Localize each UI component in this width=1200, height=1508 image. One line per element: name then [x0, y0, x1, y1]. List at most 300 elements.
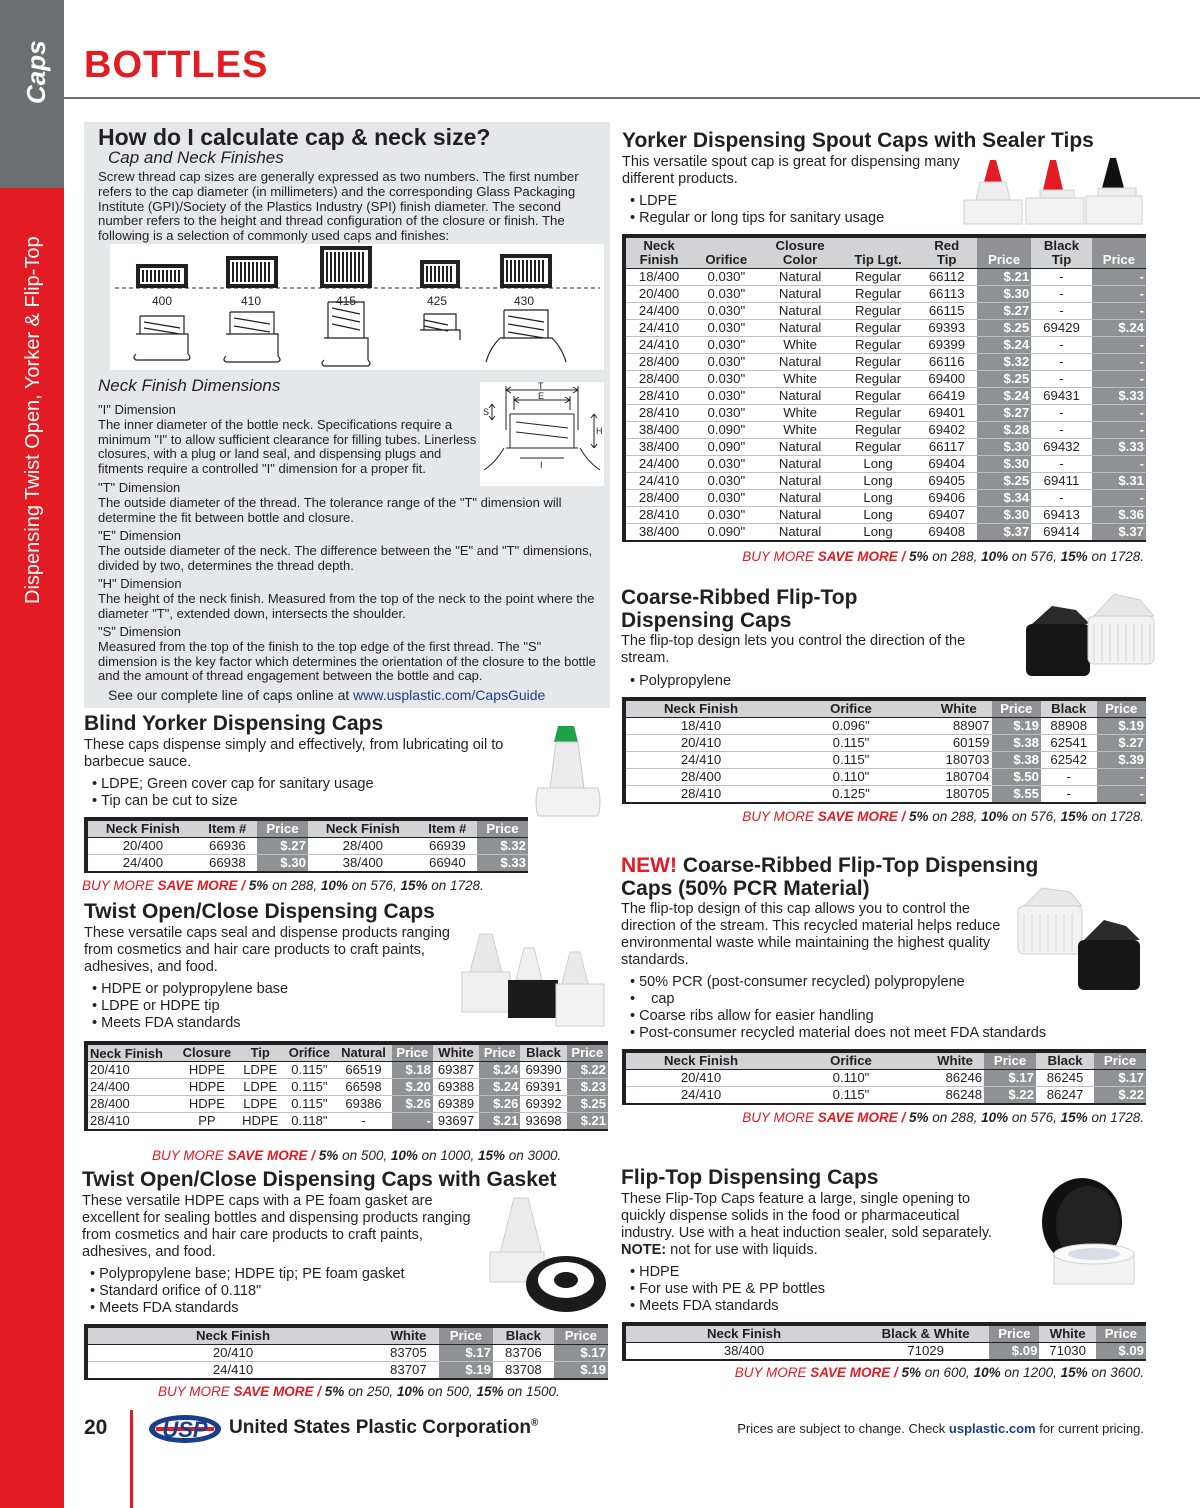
col-header: White	[926, 1051, 984, 1070]
cell: 0.030"	[692, 473, 760, 490]
cell: 0.115"	[283, 1079, 335, 1096]
cell: 24/410	[626, 1087, 776, 1105]
dim-i	[98, 403, 482, 477]
price-cell: $.19	[992, 718, 1041, 735]
logo-text: USP	[162, 1417, 208, 1442]
price-cell: $.25	[567, 1096, 608, 1113]
price-cell: -	[1092, 371, 1146, 388]
cell: -	[335, 1113, 391, 1131]
table-row	[626, 490, 1146, 507]
col-header: Price	[439, 1326, 493, 1345]
price-cell: -	[1092, 405, 1146, 422]
cell: 69402	[916, 422, 977, 439]
cell: 20/400	[626, 286, 692, 303]
price-cell: $.30	[977, 286, 1031, 303]
fliptop-cap-image	[1032, 1170, 1144, 1299]
caps-guide-link[interactable]: www.usplastic.com/CapsGuide	[353, 687, 546, 703]
twist-bullet: • Meets FDA standards	[92, 1015, 288, 1032]
pcr-bullet: • Post-consumer recycled material does not meet FDA standards	[630, 1025, 1046, 1042]
cell: 86245	[1036, 1070, 1094, 1087]
price-cell: $.24	[977, 337, 1031, 354]
table-row	[626, 371, 1146, 388]
price-cell: $.09	[989, 1343, 1039, 1361]
cell: Natural	[760, 507, 839, 524]
col-header: Black	[520, 1043, 566, 1062]
col-header: Price	[554, 1326, 608, 1345]
cell: 0.030"	[692, 303, 760, 320]
sidebar-top-label: Caps	[21, 40, 51, 104]
col-header: Tip Lgt.	[840, 236, 917, 269]
page-number: 20	[84, 1416, 108, 1439]
price-cell: $.18	[392, 1062, 433, 1079]
cell: 83706	[493, 1345, 554, 1362]
fliptop-bullet: • Meets FDA standards	[630, 1298, 825, 1315]
cell: 0.030"	[692, 354, 760, 371]
cell: 28/410	[626, 507, 692, 524]
coarse-title-line2: Dispensing Caps	[621, 609, 792, 632]
dim-s	[98, 625, 604, 684]
fliptop-title: Flip-Top Dispensing Caps	[621, 1166, 879, 1189]
cell: Natural	[760, 524, 839, 542]
cell: Long	[840, 507, 917, 524]
cell: HDPE	[177, 1062, 237, 1079]
cell: Long	[840, 456, 917, 473]
col-header: Black	[493, 1326, 554, 1345]
col-header: Neck Finish	[626, 699, 776, 718]
price-cell: -	[1092, 422, 1146, 439]
footer-divider	[130, 1410, 133, 1508]
col-header: Black & White	[862, 1324, 989, 1343]
cell: -	[1031, 405, 1092, 422]
cell: Natural	[760, 473, 839, 490]
col-header: Natural	[335, 1043, 391, 1062]
col-header: Closure Color	[760, 236, 839, 269]
price-cell: $.17	[439, 1345, 493, 1362]
cell: -	[1031, 337, 1092, 354]
coarse-table	[622, 697, 1146, 804]
twist-desc: These versatile caps seal and dispense products ranging from cosmetics and hair care products to craft paints, adhesives, and food.	[84, 925, 450, 975]
col-header: Neck Finish	[308, 819, 418, 838]
cell: 69408	[916, 524, 977, 542]
blind-bullets	[92, 776, 374, 810]
cell: 69414	[1031, 524, 1092, 542]
price-cell: $.36	[1092, 507, 1146, 524]
col-header: Orifice	[283, 1043, 335, 1062]
pcr-title-line1: NEW! Coarse-Ribbed Flip-Top Dispensing	[621, 854, 1039, 877]
cell: 69392	[520, 1096, 566, 1113]
cell: Regular	[840, 354, 917, 371]
col-header: Item #	[418, 819, 477, 838]
cell: 20/410	[626, 735, 776, 752]
price-cell: -	[392, 1113, 433, 1131]
cell: Regular	[840, 303, 917, 320]
col-header: Red Tip	[916, 236, 977, 269]
gasket-bullet: • Polypropylene base; HDPE tip; PE foam gasket	[90, 1266, 405, 1283]
finish-label-430: 430	[514, 294, 535, 308]
cell: HDPE	[177, 1079, 237, 1096]
cell: 69401	[916, 405, 977, 422]
cell: -	[1031, 490, 1092, 507]
cell: -	[1031, 354, 1092, 371]
price-cell: -	[1092, 337, 1146, 354]
col-header: Price	[1092, 236, 1146, 269]
cell: 83705	[378, 1345, 439, 1362]
col-header: Black	[1036, 1051, 1094, 1070]
coarse-bullets	[630, 673, 731, 690]
table-row	[626, 718, 1146, 735]
col-header: Tip	[237, 1043, 283, 1062]
dim-t-text: The outside diameter of the thread. The tolerance range of the "T" dimension will determine the fit between bottle and closure.	[98, 494, 562, 525]
price-cell: $.19	[1097, 718, 1147, 735]
col-header: Neck Finish	[626, 236, 692, 269]
dim-t-heading: "T" Dimension	[98, 480, 181, 495]
table-row	[626, 473, 1146, 490]
cell: 38/400	[308, 855, 418, 873]
price-cell: $.26	[392, 1096, 433, 1113]
col-header: Orifice	[776, 699, 926, 718]
cell: Regular	[840, 320, 917, 337]
twist-buy-more: BUY MORE SAVE MORE / 5% on 500, 10% on 1000, 15% on 3000.	[152, 1148, 562, 1163]
calc-intro: Screw thread cap sizes are generally expressed as two numbers. The first number refers to the cap diameter (in millimeters) and the corresponding Glass Packaging Institute (GPI)/Society of the Plastics Industry (SPI) finish diameter. The second number refers to the height and thread configuration of the closure or finish. The following is a selection of commonly used caps and finishes:	[98, 169, 579, 244]
col-header: Neck Finish	[88, 1043, 177, 1062]
price-cell: -	[1097, 786, 1147, 804]
cell: 69399	[916, 337, 977, 354]
cell: 0.090"	[692, 422, 760, 439]
gasket-bullet: • Standard orifice of 0.118"	[90, 1283, 405, 1300]
cell: 28/400	[626, 769, 776, 786]
col-header: Price	[392, 1043, 433, 1062]
table-row	[88, 1079, 608, 1096]
cell: PP	[177, 1113, 237, 1131]
price-cell: $.21	[479, 1113, 520, 1131]
yorker-bullets	[630, 193, 884, 227]
cell: Regular	[840, 405, 917, 422]
table-row	[626, 422, 1146, 439]
col-header: Neck Finish	[88, 1326, 378, 1345]
cell: LDPE	[237, 1079, 283, 1096]
dim-e-text: The outside diameter of the neck. The difference between the "E" and "T" dimensions, divided by two, determines the thread depth.	[98, 542, 593, 573]
col-header: Orifice	[692, 236, 760, 269]
blind-table	[84, 817, 528, 873]
caps-guide-text: See our complete line of caps online at	[108, 687, 354, 703]
cell: 0.090"	[692, 439, 760, 456]
sidebar	[0, 0, 64, 1508]
company-name: United States Plastic Corporation®	[229, 1417, 539, 1438]
col-header: Black Tip	[1031, 236, 1092, 269]
blind-bullet: • LDPE; Green cover cap for sanitary usage	[92, 776, 374, 793]
price-cell: -	[1092, 456, 1146, 473]
cell: 0.115"	[283, 1096, 335, 1113]
cell: 0.118"	[283, 1113, 335, 1131]
price-cell: $.30	[977, 456, 1031, 473]
cell: Natural	[760, 388, 839, 405]
cell: 180704	[926, 769, 992, 786]
price-cell: $.24	[479, 1079, 520, 1096]
finish-430-icon	[500, 254, 552, 288]
cell: 24/410	[626, 752, 776, 769]
cell: Natural	[760, 354, 839, 371]
col-header: Price	[984, 1051, 1036, 1070]
cell: 28/400	[626, 490, 692, 507]
table-row	[88, 1062, 608, 1079]
cell: White	[760, 337, 839, 354]
cell: Regular	[840, 422, 917, 439]
dim-s-heading: "S" Dimension	[98, 624, 181, 639]
price-cell: $.22	[984, 1087, 1036, 1105]
gasket-cap-image	[484, 1192, 608, 1321]
cell: 66938	[198, 855, 257, 873]
cell: Natural	[760, 269, 839, 286]
col-header: White	[378, 1326, 439, 1345]
price-cell: $.37	[977, 524, 1031, 542]
price-cell: $.27	[257, 838, 308, 855]
coarse-buy-more: BUY MORE SAVE MORE / 5% on 288, 10% on 576, 15% on 1728.	[742, 809, 1144, 824]
table-row	[626, 405, 1146, 422]
header-divider	[64, 97, 1200, 99]
dim-title: Neck Finish Dimensions	[98, 376, 281, 395]
cell: Natural	[760, 456, 839, 473]
coarse-desc: The flip-top design lets you control the direction of the stream.	[621, 633, 966, 666]
cell: 24/410	[626, 337, 692, 354]
cell: 66939	[418, 838, 477, 855]
cell: 0.030"	[692, 337, 760, 354]
cell: 60159	[926, 735, 992, 752]
blind-desc: These caps dispense simply and effectively, from lubricating oil to barbecue sauce.	[84, 737, 504, 770]
cell: 69407	[916, 507, 977, 524]
cell: 0.125"	[776, 786, 926, 804]
table-row	[626, 507, 1146, 524]
price-cell: $.31	[1092, 473, 1146, 490]
gasket-bullet: • Meets FDA standards	[90, 1300, 405, 1317]
table-row	[626, 769, 1146, 786]
cell: 20/400	[88, 838, 198, 855]
calc-title: How do I calculate cap & neck size?	[98, 124, 491, 150]
table-row	[88, 855, 528, 873]
cell: 0.030"	[692, 456, 760, 473]
cell: HDPE	[177, 1096, 237, 1113]
cell: 66598	[335, 1079, 391, 1096]
col-header: White	[1039, 1324, 1095, 1343]
cell: Regular	[840, 337, 917, 354]
price-cell: $.25	[977, 473, 1031, 490]
price-cell: $.24	[977, 388, 1031, 405]
price-cell: $.22	[567, 1062, 608, 1079]
pricing-note: Prices are subject to change. Check usplastic.com for current pricing.	[737, 1421, 1144, 1436]
price-cell: $.39	[1097, 752, 1147, 769]
cell: Natural	[760, 286, 839, 303]
col-header: Neck Finish	[626, 1051, 776, 1070]
cell: 69391	[520, 1079, 566, 1096]
cell: 0.030"	[692, 371, 760, 388]
cell: Natural	[760, 320, 839, 337]
dim-i-heading: "I" Dimension	[98, 402, 176, 417]
price-cell: $.27	[977, 405, 1031, 422]
table-row	[626, 303, 1146, 320]
dim-t	[98, 481, 604, 525]
cell: 24/400	[88, 1079, 177, 1096]
col-header: Price	[977, 236, 1031, 269]
dim-label-i: I	[540, 460, 543, 470]
fliptop-buy-more: BUY MORE SAVE MORE / 5% on 600, 10% on 1200, 15% on 3600.	[734, 1365, 1144, 1380]
table-row	[626, 286, 1146, 303]
coarse-bullet: • Polypropylene	[630, 673, 731, 690]
cell: 18/410	[626, 718, 776, 735]
price-cell: $.28	[977, 422, 1031, 439]
cell: 62542	[1041, 752, 1097, 769]
price-cell: $.25	[977, 371, 1031, 388]
cell: 62541	[1041, 735, 1097, 752]
cell: 69432	[1031, 439, 1092, 456]
cell: 66419	[916, 388, 977, 405]
cell: 0.115"	[776, 1087, 926, 1105]
cell: 0.110"	[776, 1070, 926, 1087]
cell: 93697	[433, 1113, 479, 1131]
cell: 24/400	[626, 456, 692, 473]
cell: 66936	[198, 838, 257, 855]
price-cell: $.24	[1092, 320, 1146, 337]
calc-subtitle: Cap and Neck Finishes	[108, 148, 284, 167]
usplastic-link[interactable]: usplastic.com	[948, 1421, 1036, 1436]
twist-title: Twist Open/Close Dispensing Caps	[84, 900, 435, 923]
cell: 20/410	[88, 1062, 177, 1079]
price-cell: $.17	[984, 1070, 1036, 1087]
price-cell: $.50	[992, 769, 1041, 786]
price-cell: $.55	[992, 786, 1041, 804]
page-title: BOTTLES	[84, 44, 269, 86]
cell: 69404	[916, 456, 977, 473]
col-header: Price	[477, 819, 528, 838]
pcr-bullets	[630, 974, 1046, 1042]
cell: 66940	[418, 855, 477, 873]
cell: HDPE	[237, 1113, 283, 1131]
dim-h-heading: "H" Dimension	[98, 576, 182, 591]
table-row	[626, 388, 1146, 405]
cell: 86248	[926, 1087, 984, 1105]
cell: 69429	[1031, 320, 1092, 337]
price-cell: -	[1097, 769, 1147, 786]
price-cell: -	[1092, 354, 1146, 371]
cell: 66113	[916, 286, 977, 303]
finish-label-410: 410	[241, 294, 262, 308]
col-header: Neck Finish	[626, 1324, 862, 1343]
cell: 71029	[862, 1343, 989, 1361]
cell: 24/400	[626, 303, 692, 320]
table-row	[626, 337, 1146, 354]
cell: 69393	[916, 320, 977, 337]
cell: 38/400	[626, 524, 692, 542]
price-cell: $.26	[479, 1096, 520, 1113]
price-cell: $.38	[992, 752, 1041, 769]
price-cell: $.33	[477, 855, 528, 873]
price-cell: $.19	[439, 1362, 493, 1380]
finish-label-400: 400	[152, 294, 173, 308]
price-cell: -	[1092, 490, 1146, 507]
cell: 86246	[926, 1070, 984, 1087]
cell: 28/410	[626, 388, 692, 405]
blind-title: Blind Yorker Dispensing Caps	[84, 712, 384, 735]
fliptop-desc: These Flip-Top Caps feature a large, single opening to quickly dispense solids in the food or pharmaceutical industry. Use with a heat induction sealer, sold separately. NOTE: not for use with liquids.	[621, 1191, 993, 1258]
price-cell: $.32	[977, 354, 1031, 371]
price-cell: $.17	[554, 1345, 608, 1362]
finish-400-icon	[136, 264, 188, 288]
cell: 83708	[493, 1362, 554, 1380]
cell: 0.096"	[776, 718, 926, 735]
cell: 28/400	[88, 1096, 177, 1113]
cell: 69413	[1031, 507, 1092, 524]
col-header: White	[433, 1043, 479, 1062]
table-row	[626, 752, 1146, 769]
cell: Regular	[840, 388, 917, 405]
cell: 69387	[433, 1062, 479, 1079]
col-header: Price	[1097, 699, 1147, 718]
price-cell: $.25	[977, 320, 1031, 337]
price-cell: $.20	[392, 1079, 433, 1096]
table-row	[626, 1087, 1146, 1105]
coarse-caps-image	[1024, 590, 1160, 687]
cell: 24/410	[626, 473, 692, 490]
cell: 0.030"	[692, 490, 760, 507]
cell: -	[1031, 269, 1092, 286]
yorker-table	[622, 234, 1146, 542]
col-header: Price	[1096, 1324, 1146, 1343]
cell: -	[1031, 303, 1092, 320]
table-row	[626, 439, 1146, 456]
cell: 38/400	[626, 422, 692, 439]
twist-caps-image	[458, 926, 608, 1047]
price-cell: $.32	[477, 838, 528, 855]
dim-h	[98, 577, 604, 621]
cell: 69431	[1031, 388, 1092, 405]
cell: 180703	[926, 752, 992, 769]
cell: 69390	[520, 1062, 566, 1079]
gasket-title: Twist Open/Close Dispensing Caps with Gasket	[82, 1168, 557, 1191]
yorker-caps-image	[962, 156, 1144, 233]
gasket-buy-more: BUY MORE SAVE MORE / 5% on 250, 10% on 500, 15% on 1500.	[158, 1384, 560, 1399]
cell: 88908	[1041, 718, 1097, 735]
dim-label-s: S	[483, 407, 490, 417]
table-row	[88, 1096, 608, 1113]
col-header: Price	[1094, 1051, 1146, 1070]
cell: LDPE	[237, 1096, 283, 1113]
pcr-bullet: • Coarse ribs allow for easier handling	[630, 1008, 1046, 1025]
cell: 38/400	[626, 1343, 862, 1361]
cell: 69386	[335, 1096, 391, 1113]
pcr-buy-more: BUY MORE SAVE MORE / 5% on 288, 10% on 576, 15% on 1728.	[742, 1110, 1144, 1125]
cell: 0.030"	[692, 269, 760, 286]
table-row	[88, 1362, 608, 1380]
cell: Regular	[840, 286, 917, 303]
price-cell: $.30	[257, 855, 308, 873]
cell: Regular	[840, 269, 917, 286]
dim-e	[98, 529, 604, 573]
table-row	[626, 786, 1146, 804]
col-header: Price	[992, 699, 1041, 718]
cell: Natural	[760, 439, 839, 456]
price-cell: $.17	[1094, 1070, 1146, 1087]
fliptop-table	[622, 1322, 1146, 1361]
price-cell: $.30	[977, 507, 1031, 524]
cell: 0.110"	[776, 769, 926, 786]
cell: 0.030"	[692, 320, 760, 337]
table-row	[626, 735, 1146, 752]
price-cell: $.37	[1092, 524, 1146, 542]
finish-415-icon	[320, 246, 372, 288]
cell: 38/400	[626, 439, 692, 456]
col-header: Price	[479, 1043, 520, 1062]
cell: White	[760, 405, 839, 422]
price-cell: $.21	[977, 269, 1031, 286]
cell: 0.115"	[776, 735, 926, 752]
